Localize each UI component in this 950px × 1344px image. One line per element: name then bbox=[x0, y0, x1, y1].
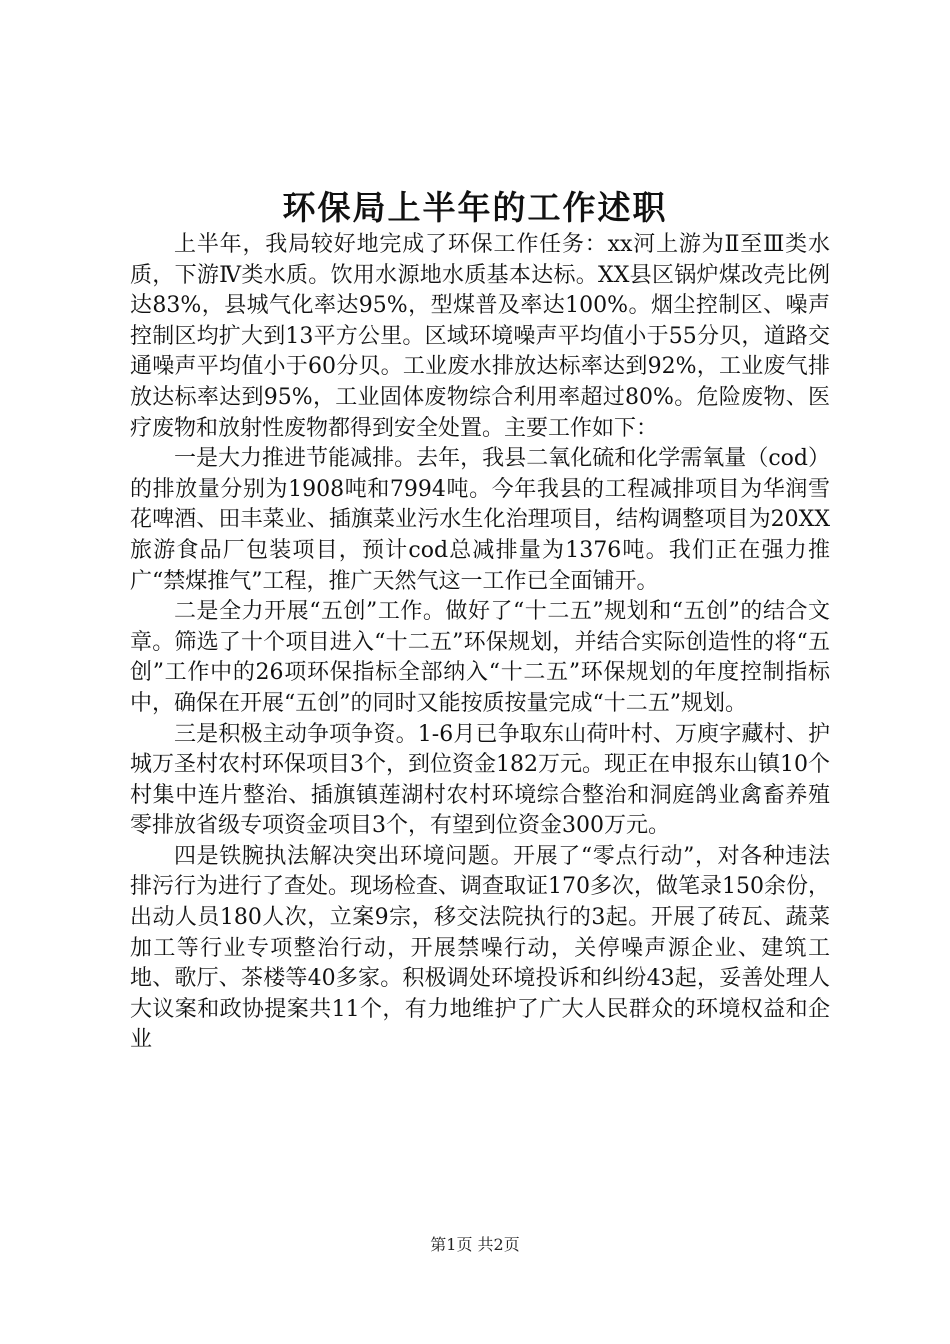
document-title: 环保局上半年的工作述职 bbox=[282, 188, 668, 227]
page-number-footer: 第1页 共2页 bbox=[430, 1235, 520, 1254]
paragraph-intro: 上半年，我局较好地完成了环保工作任务：xx河上游为Ⅱ至Ⅲ类水质，下游Ⅳ类水质。饮用水源地水质基本达标。XX县区锅炉煤改壳比例达83%，县城气化率达95%，型煤普及率达100%。烟尘控制区、噪声控制区均扩大到13平方公里。区域环境噪声平均值小于55分贝，道路交通噪声平均值小于60分贝。工业废水排放达标率达到92%，工业废气排放达标率达到95%，工业固体废物综合利用率超过80%。危险废物、医疗废物和放射性废物都得到安全处置。主要工作如下： bbox=[130, 232, 830, 441]
paragraph-energy-saving: 一是大力推进节能减排。去年，我县二氧化硫和化学需氧量（cod）的排放量分别为1908吨和7994吨。今年我县的工程减排项目为华润雪花啤酒、田丰菜业、插旗菜业污水生化治理项目，结构调整项目为20XX旅游食品厂包装项目，预计cod总减排量为1376吨。我们正在强力推广“禁煤推气”工程，推广天然气这一工作已全面铺开。 bbox=[130, 446, 830, 594]
paragraph-five-creations: 二是全力开展“五创”工作。做好了“十二五”规划和“五创”的结合文章。筛选了十个项目进入“十二五”环保规划，并结合实际创造性的将“五创”工作中的26项环保指标全部纳入“十二五”环保规划的年度控制指标中，确保在开展“五创”的同时又能按质按量完成“十二五”规划。 bbox=[130, 599, 830, 716]
paragraph-enforcement: 四是铁腕执法解决突出环境问题。开展了“零点行动”，对各种违法排污行为进行了查处。现场检查、调查取证170多次，做笔录150余份，出动人员180人次，立案9宗，移交法院执行的3起。开展了砖瓦、蔬菜加工等行业专项整治行动，开展禁噪行动，关停噪声源企业、建筑工地、歌厅、茶楼等40多家。积极调处环境投诉和纠纷43起，妥善处理人大议案和政协提案共11个，有力地维护了广大人民群众的环境权益和企业 bbox=[130, 843, 830, 1053]
document-body bbox=[130, 230, 830, 1056]
paragraph-funding: 三是积极主动争项争资。1-6月已争取东山荷叶村、万庾字藏村、护城万圣村农村环保项目3个，到位资金182万元。现正在申报东山镇10个村集中连片整治、插旗镇莲湖村农村环境综合整治和洞庭鸽业禽畜养殖零排放省级专项资金项目3个，有望到位资金300万元。 bbox=[130, 721, 830, 839]
